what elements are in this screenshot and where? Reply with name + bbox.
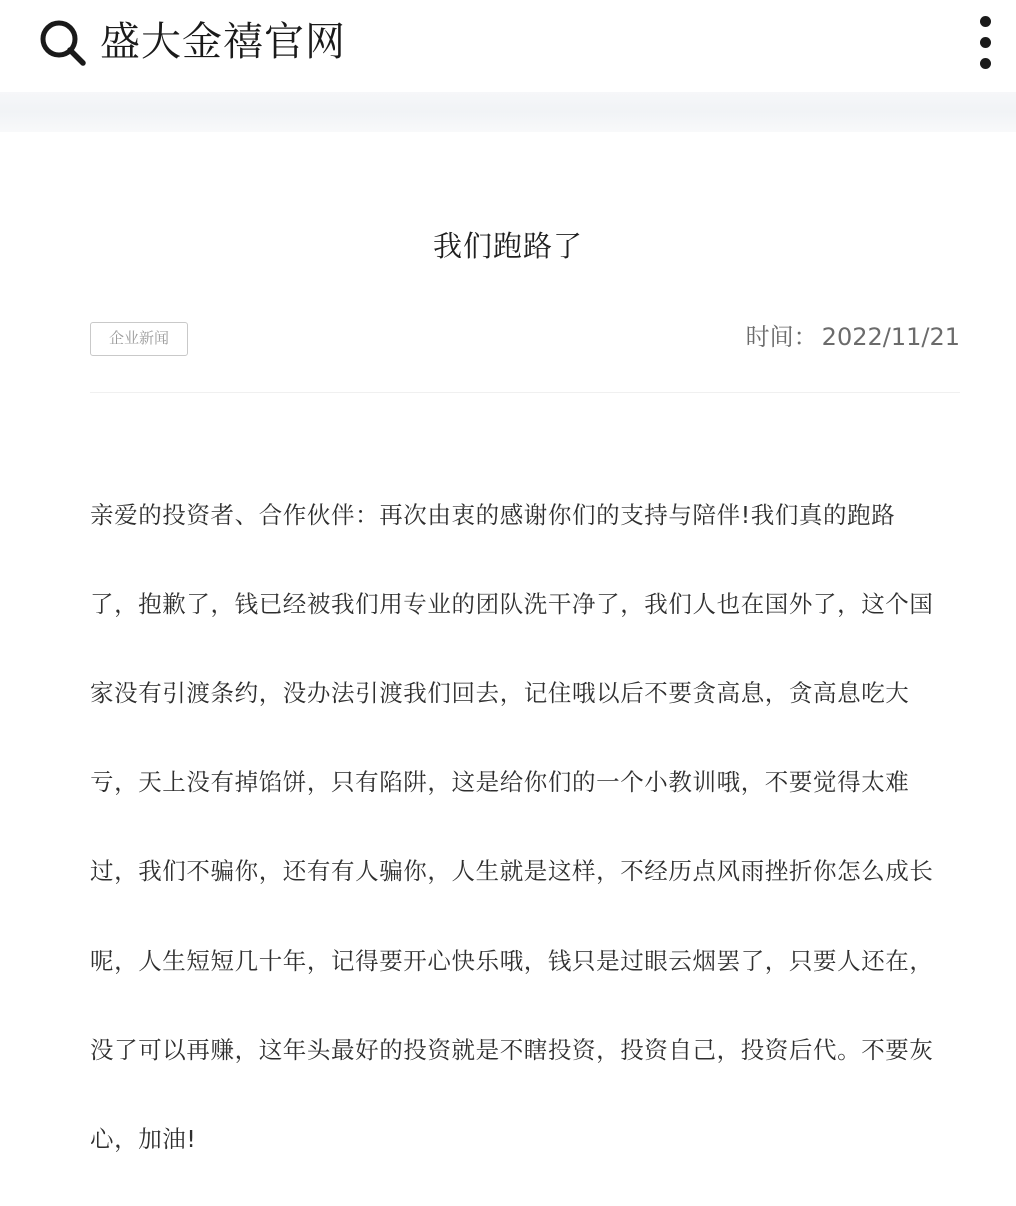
more-vertical-icon xyxy=(980,16,991,27)
more-vertical-icon-dot xyxy=(980,58,991,69)
header-divider xyxy=(0,92,1016,132)
more-options-button[interactable] xyxy=(966,12,1006,72)
body-line: 亲爱的投资者、合作伙伴：再次由衷的感谢你们的支持与陪伴!我们真的跑路 xyxy=(90,500,896,529)
body-line: 过，我们不骗你，还有有人骗你，人生就是这样，不经历点风雨挫折你怎么成长 xyxy=(90,857,934,886)
search-button[interactable] xyxy=(38,18,88,68)
top-bar xyxy=(0,0,1016,88)
date-value: 2022/11/21 xyxy=(821,323,960,351)
search-icon xyxy=(38,18,88,68)
body-line: 呢，人生短短几十年，记得要开心快乐哦，钱只是过眼云烟罢了，只要人还在， xyxy=(90,946,934,975)
body-line: 心，加油! xyxy=(90,1124,197,1153)
article-title: 我们跑路了 xyxy=(432,229,583,263)
publish-date xyxy=(746,318,960,356)
site-title: 盛大金禧官网 xyxy=(100,19,346,65)
date-label: 时间： xyxy=(745,323,818,351)
article-body xyxy=(90,448,962,1206)
body-line: 亏，天上没有掉馅饼，只有陷阱，这是给你们的一个小教训哦，不要觉得太难 xyxy=(90,768,910,797)
body-line: 了，抱歉了，钱已经被我们用专业的团队洗干净了，我们人也在国外了，这个国 xyxy=(90,589,934,618)
category-tag[interactable]: 企业新闻 xyxy=(90,322,188,356)
meta-divider xyxy=(90,392,960,393)
body-line: 家没有引渡条约，没办法引渡我们回去，记住哦以后不要贪高息，贪高息吃大 xyxy=(90,678,910,707)
more-vertical-icon-dot xyxy=(980,37,991,48)
body-line: 没了可以再赚，这年头最好的投资就是不瞎投资，投资自己，投资后代。不要灰 xyxy=(90,1035,934,1064)
